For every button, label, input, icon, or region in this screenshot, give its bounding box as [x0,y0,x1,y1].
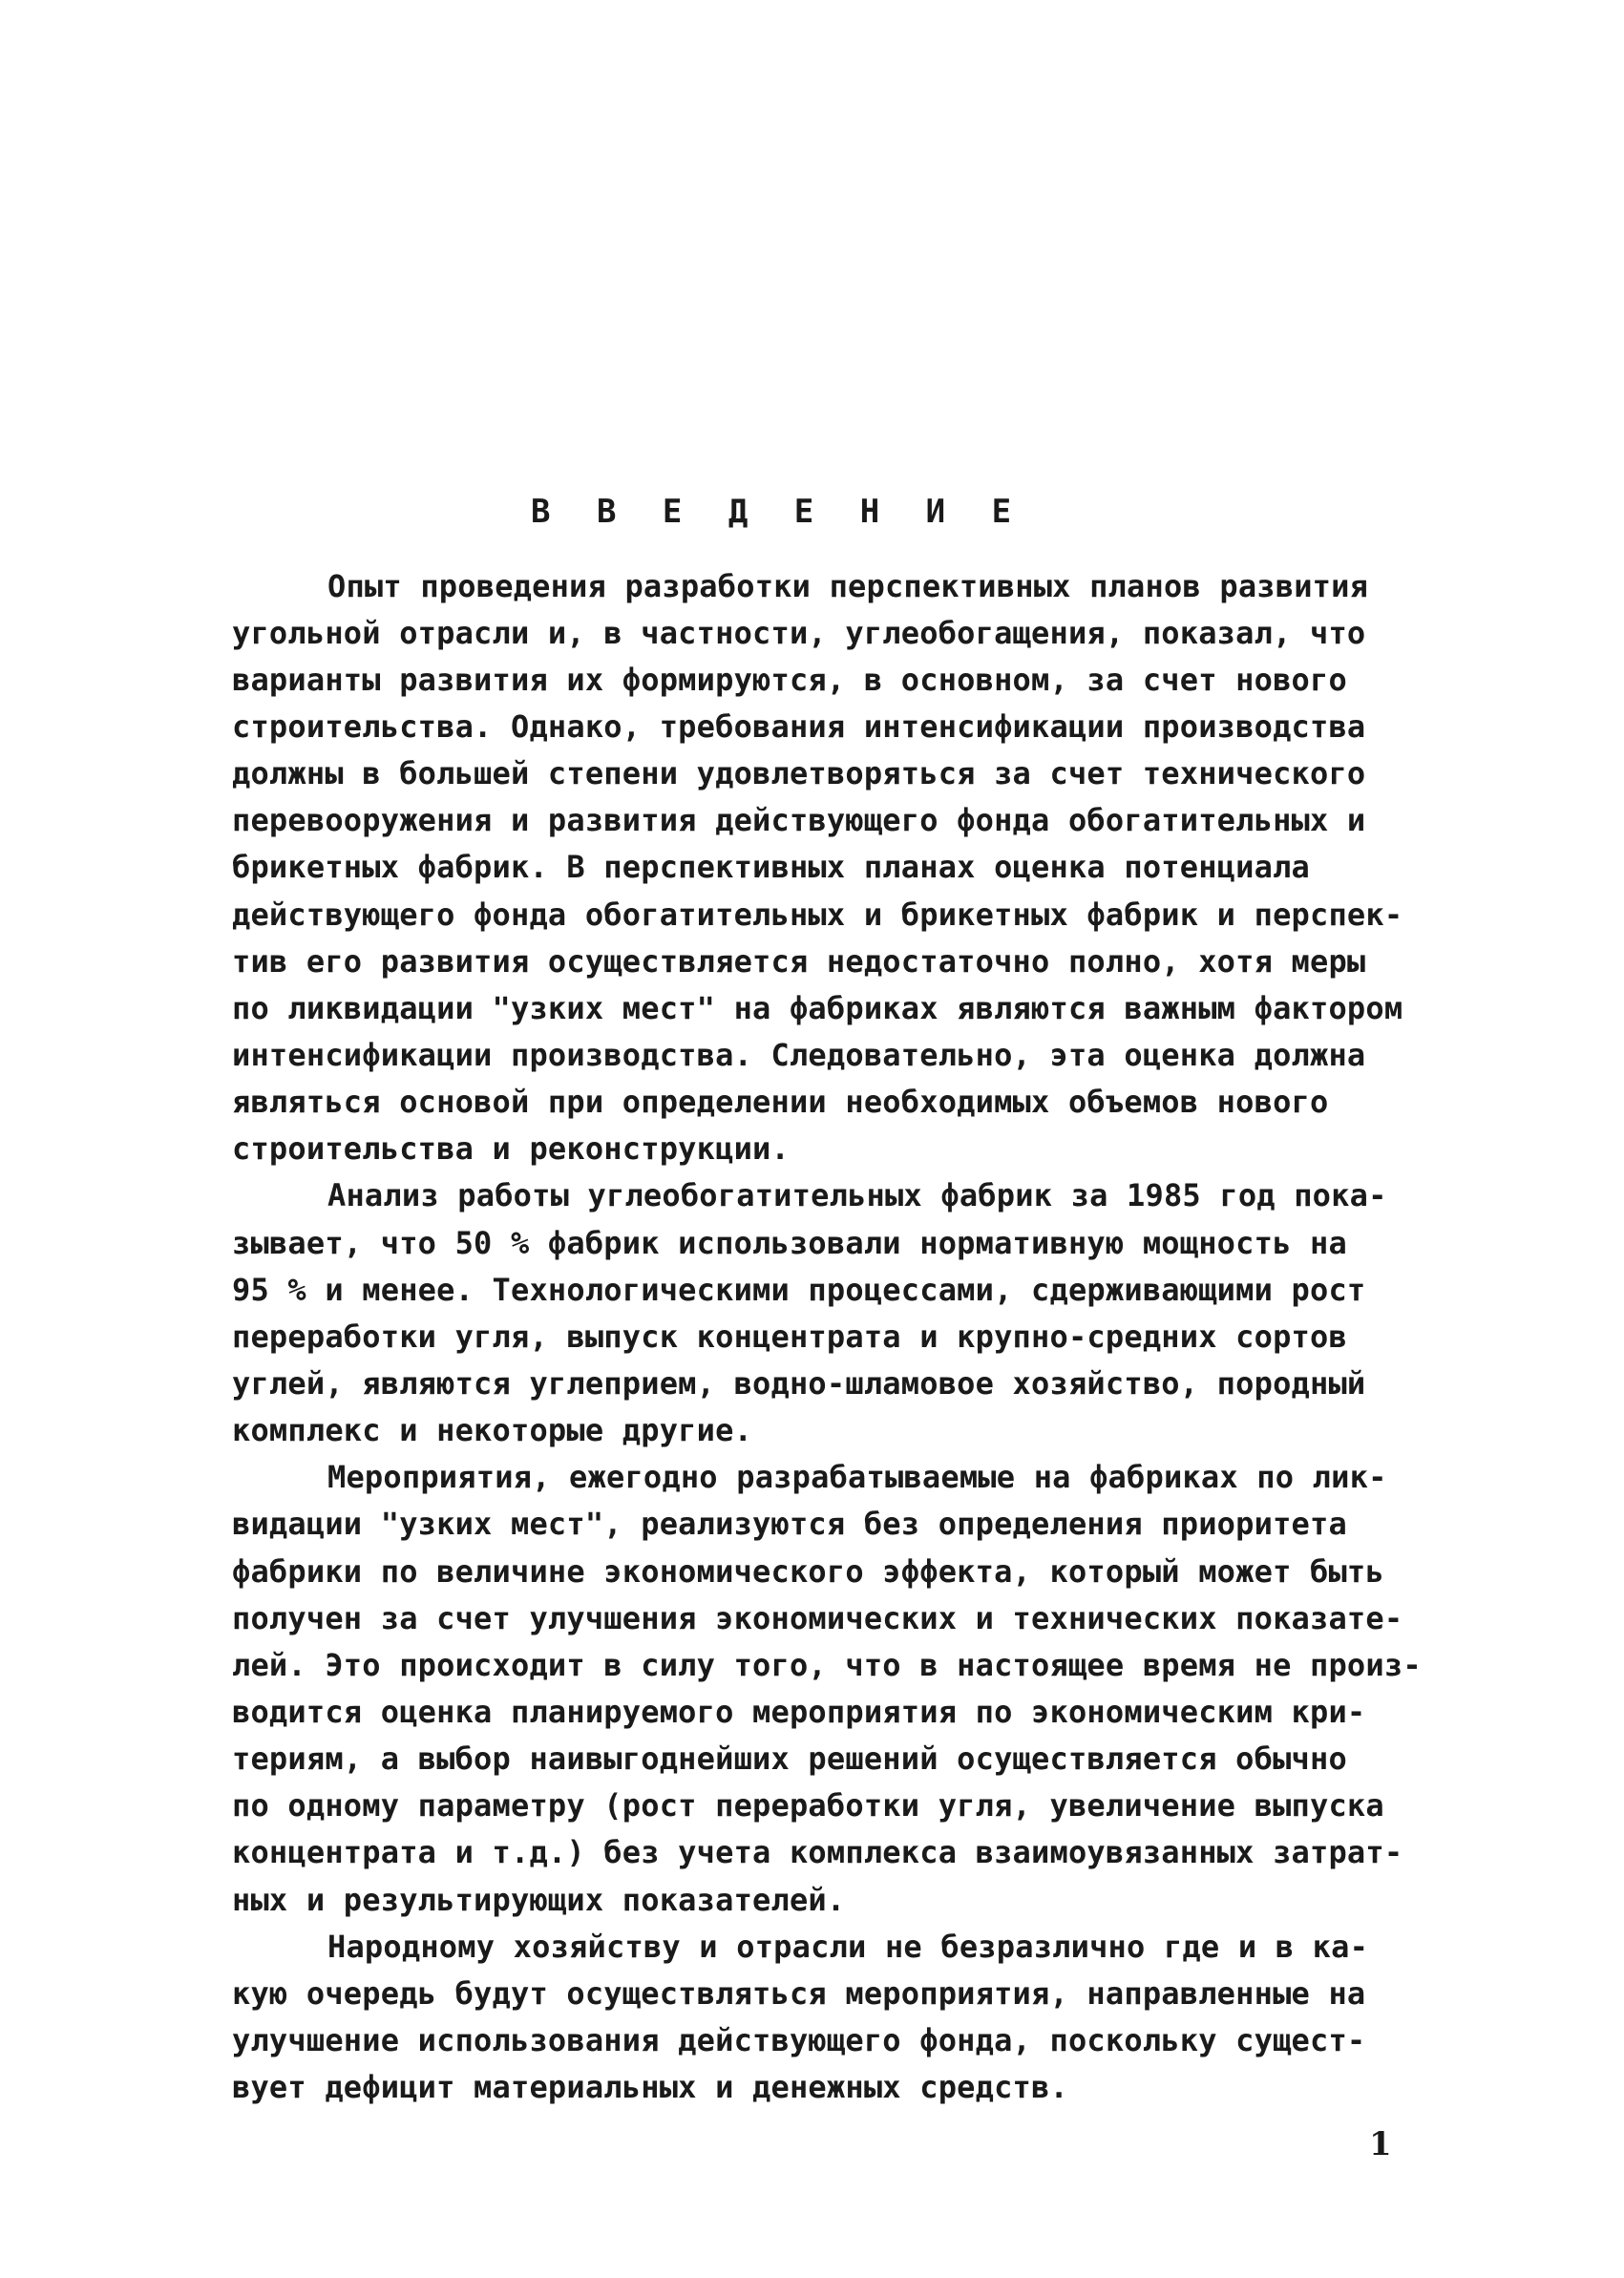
text-line: перевооружения и развития действующего фонда обогатительных и [232,802,1366,838]
text-line: лей. Это происходит в силу того, что в настоящее время не произ- [232,1647,1422,1683]
text-line: углей, являются углеприем, водно-шламовое хозяйство, породный [232,1365,1366,1402]
text-line: фабрики по величине экономического эффекта, который может быть [232,1553,1384,1590]
text-line: концентрата и т.д.) без учета комплекса взаимоувязанных затрат- [232,1834,1403,1870]
text-line: Мероприятия, ежегодно разрабатываемые на фабриках по лик- [327,1459,1387,1495]
text-line: вует дефицит материальных и денежных средств. [232,2069,1068,2105]
text-line: ных и результирующих показателей. [232,1882,846,1918]
text-line: зывает, что 50 % фабрик использовали нормативную мощность на [232,1225,1347,1261]
text-line: териям, а выбор наивыгоднейших решений осуществляется обычно [232,1740,1347,1777]
text-line: по ликвидации "узких мест" на фабриках являются важным фактором [232,990,1403,1026]
text-line: получен за счет улучшения экономических и технических показате- [232,1600,1403,1636]
text-line: являться основой при определении необходимых объемов нового [232,1084,1329,1120]
text-line: строительства и реконструкции. [232,1130,790,1167]
text-line: кую очередь будут осуществляться мероприятия, направленные на [232,1975,1366,2012]
text-line: комплекс и некоторые другие. [232,1412,753,1448]
text-line: Анализ работы углеобогатительных фабрик за 1985 год пока- [327,1177,1387,1213]
text-line: водится оценка планируемого мероприятия по экономическим кри- [232,1694,1366,1730]
text-line: интенсификации производства. Следовательно, эта оценка должна [232,1037,1366,1073]
text-line: действующего фонда обогатительных и брикетных фабрик и перспек- [232,896,1403,933]
page-number: 1 [1369,2125,1392,2163]
text-line: переработки угля, выпуск концентрата и крупно-средних сортов [232,1318,1347,1355]
text-line: Опыт проведения разработки перспективных планов развития [327,568,1369,604]
section-heading: В В Е Д Е Н И Е [531,493,1025,531]
text-line: брикетных фабрик. В перспективных планах оценка потенциала [232,849,1311,885]
text-line: варианты развития их формируются, в основном, за счет нового [232,662,1347,698]
text-line: тив его развития осуществляется недостаточно полно, хотя меры [232,943,1366,980]
text-line: улучшение использования действующего фонда, поскольку сущест- [232,2022,1366,2058]
text-line: должны в большей степени удовлетворяться за счет технического [232,755,1366,791]
text-line: строительства. Однако, требования интенсификации производства [232,708,1366,745]
text-line: видации "узких мест", реализуются без определения приоритета [232,1506,1347,1542]
text-line: по одному параметру (рост переработки угля, увеличение выпуска [232,1787,1384,1824]
text-line: Народному хозяйству и отрасли не безразлично где и в ка- [327,1929,1369,1965]
text-line: угольной отрасли и, в частности, углеобогащения, показал, что [232,615,1366,651]
text-line: 95 % и менее. Технологическими процессами, сдерживающими рост [232,1272,1366,1308]
